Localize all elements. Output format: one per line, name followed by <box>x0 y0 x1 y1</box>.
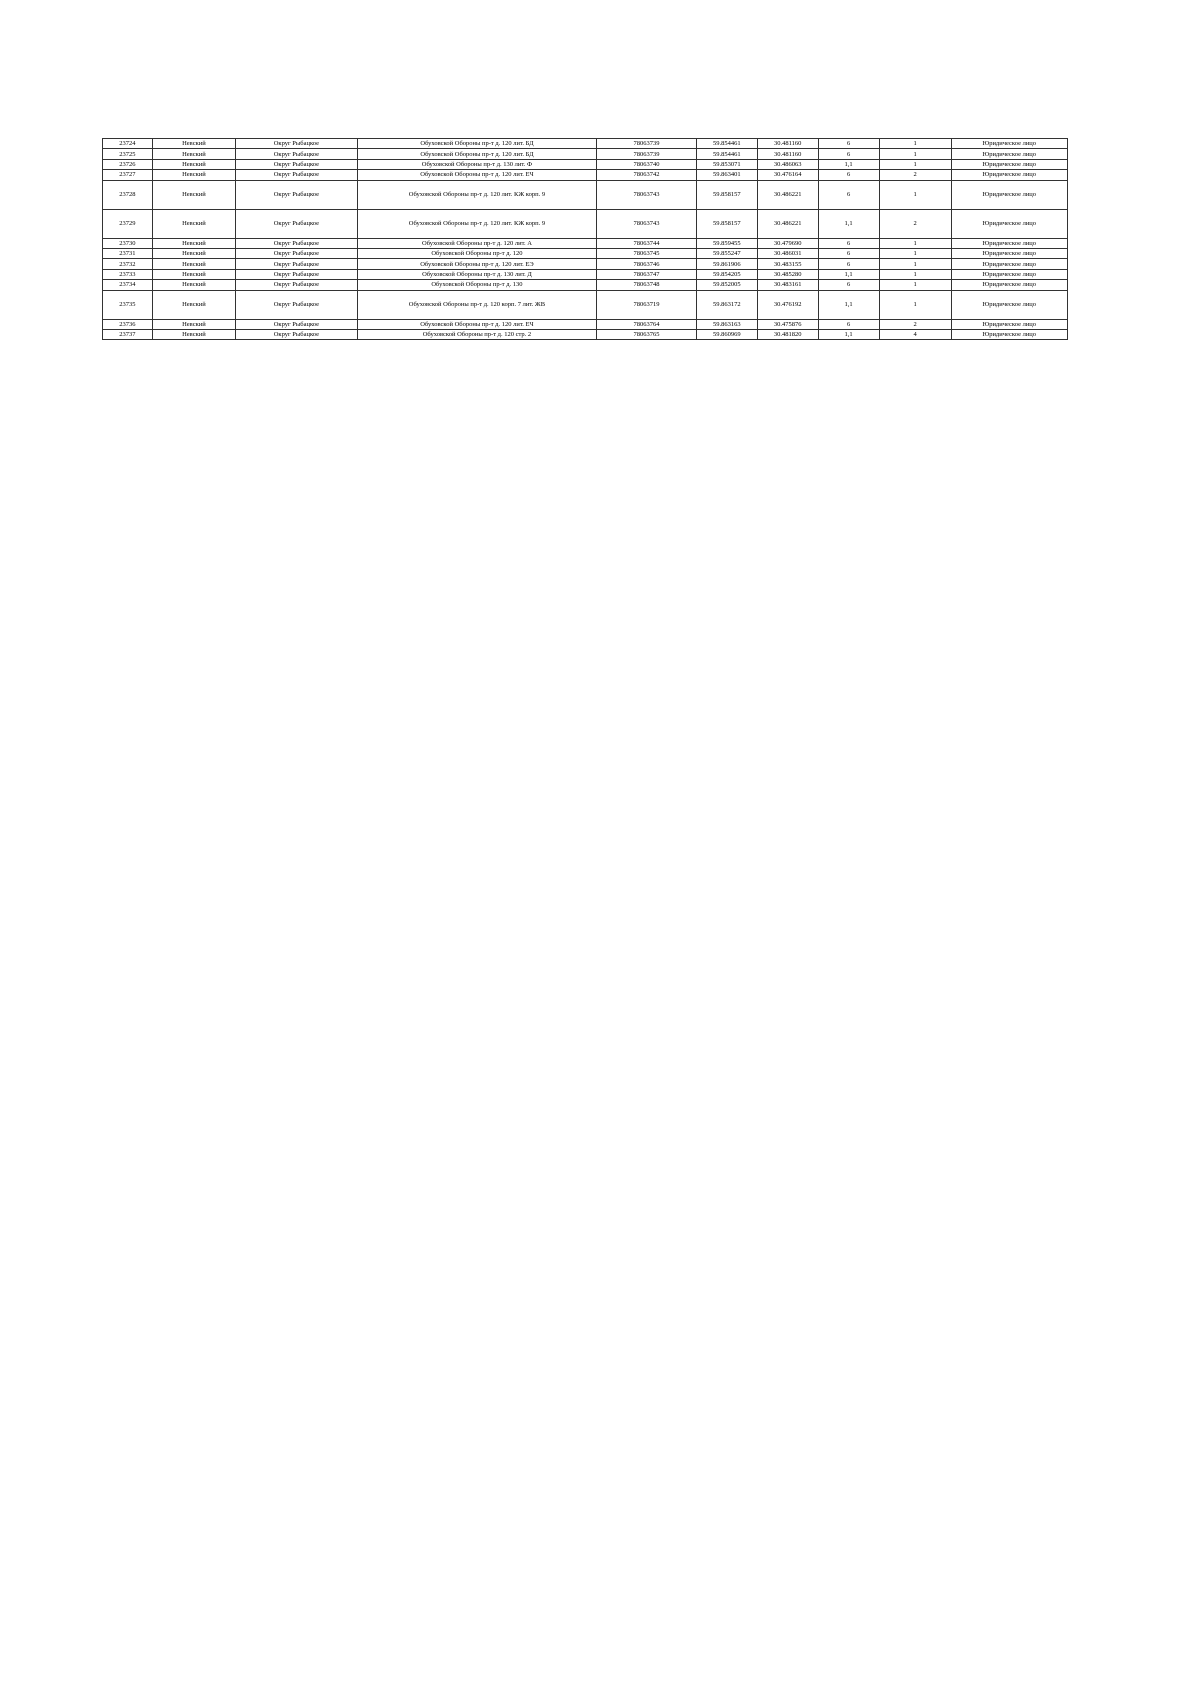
municipal-district-cell: Округ Рыбацкое <box>235 290 357 319</box>
object-code-cell: 78063739 <box>597 149 697 159</box>
district-cell: Невский <box>152 149 235 159</box>
count-cell: 2 <box>879 319 951 329</box>
row-number-cell: 23725 <box>103 149 153 159</box>
municipal-district-cell: Округ Рыбацкое <box>235 319 357 329</box>
table-row <box>103 238 1068 248</box>
district-cell: Невский <box>152 329 235 339</box>
longitude-cell: 30.475876 <box>757 319 818 329</box>
longitude-cell: 30.481160 <box>757 139 818 149</box>
municipal-district-cell: Округ Рыбацкое <box>235 180 357 209</box>
volume-cell: 6 <box>818 149 879 159</box>
count-cell: 1 <box>879 248 951 258</box>
count-cell: 1 <box>879 139 951 149</box>
count-cell: 2 <box>879 209 951 238</box>
volume-cell: 6 <box>818 170 879 180</box>
row-number-cell: 23730 <box>103 238 153 248</box>
address-cell: Обуховской Обороны пр-т д. 130 <box>357 280 596 290</box>
address-cell: Обуховской Обороны пр-т д. 120 корп. 7 лит. ЖВ <box>357 290 596 319</box>
row-number-cell: 23731 <box>103 248 153 258</box>
municipal-district-cell: Округ Рыбацкое <box>235 170 357 180</box>
address-cell: Обуховской Обороны пр-т д. 120 лит. ЕЧ <box>357 170 596 180</box>
address-cell: Обуховской Обороны пр-т д. 120 лит. КЖ корп. 9 <box>357 180 596 209</box>
longitude-cell: 30.486221 <box>757 209 818 238</box>
longitude-cell: 30.476164 <box>757 170 818 180</box>
municipal-district-cell: Округ Рыбацкое <box>235 280 357 290</box>
district-cell: Невский <box>152 259 235 269</box>
data-table <box>102 138 1068 340</box>
municipal-district-cell: Округ Рыбацкое <box>235 139 357 149</box>
object-code-cell: 78063739 <box>597 139 697 149</box>
district-cell: Невский <box>152 269 235 279</box>
district-cell: Невский <box>152 209 235 238</box>
count-cell: 1 <box>879 149 951 159</box>
volume-cell: 6 <box>818 180 879 209</box>
district-cell: Невский <box>152 248 235 258</box>
table-row <box>103 139 1068 149</box>
count-cell: 1 <box>879 259 951 269</box>
municipal-district-cell: Округ Рыбацкое <box>235 149 357 159</box>
latitude-cell: 59.854461 <box>696 139 757 149</box>
latitude-cell: 59.859455 <box>696 238 757 248</box>
object-code-cell: 78063745 <box>597 248 697 258</box>
owner-type-cell: Юридическое лицо <box>951 170 1067 180</box>
row-number-cell: 23737 <box>103 329 153 339</box>
table-row <box>103 259 1068 269</box>
owner-type-cell: Юридическое лицо <box>951 180 1067 209</box>
table-row <box>103 319 1068 329</box>
latitude-cell: 59.855247 <box>696 248 757 258</box>
table-row <box>103 290 1068 319</box>
object-code-cell: 78063747 <box>597 269 697 279</box>
table-row <box>103 269 1068 279</box>
latitude-cell: 59.858157 <box>696 209 757 238</box>
volume-cell: 1,1 <box>818 329 879 339</box>
row-number-cell: 23735 <box>103 290 153 319</box>
owner-type-cell: Юридическое лицо <box>951 280 1067 290</box>
row-number-cell: 23732 <box>103 259 153 269</box>
latitude-cell: 59.852005 <box>696 280 757 290</box>
longitude-cell: 30.483155 <box>757 259 818 269</box>
object-code-cell: 78063740 <box>597 159 697 169</box>
district-cell: Невский <box>152 238 235 248</box>
owner-type-cell: Юридическое лицо <box>951 248 1067 258</box>
address-cell: Обуховской Обороны пр-т д. 120 <box>357 248 596 258</box>
latitude-cell: 59.853071 <box>696 159 757 169</box>
table-row <box>103 209 1068 238</box>
latitude-cell: 59.854205 <box>696 269 757 279</box>
longitude-cell: 30.486031 <box>757 248 818 258</box>
address-cell: Обуховской Обороны пр-т д. 120 стр. 2 <box>357 329 596 339</box>
municipal-district-cell: Округ Рыбацкое <box>235 238 357 248</box>
volume-cell: 1,1 <box>818 269 879 279</box>
district-cell: Невский <box>152 319 235 329</box>
address-cell: Обуховской Обороны пр-т д. 120 лит. БД <box>357 139 596 149</box>
longitude-cell: 30.483161 <box>757 280 818 290</box>
latitude-cell: 59.861906 <box>696 259 757 269</box>
owner-type-cell: Юридическое лицо <box>951 290 1067 319</box>
district-cell: Невский <box>152 290 235 319</box>
latitude-cell: 59.863163 <box>696 319 757 329</box>
table-row <box>103 170 1068 180</box>
latitude-cell: 59.858157 <box>696 180 757 209</box>
row-number-cell: 23729 <box>103 209 153 238</box>
object-code-cell: 78063764 <box>597 319 697 329</box>
object-code-cell: 78063746 <box>597 259 697 269</box>
count-cell: 4 <box>879 329 951 339</box>
object-code-cell: 78063765 <box>597 329 697 339</box>
address-cell: Обуховской Обороны пр-т д. 120 лит. ЕЭ <box>357 259 596 269</box>
municipal-district-cell: Округ Рыбацкое <box>235 259 357 269</box>
object-code-cell: 78063742 <box>597 170 697 180</box>
row-number-cell: 23726 <box>103 159 153 169</box>
owner-type-cell: Юридическое лицо <box>951 319 1067 329</box>
municipal-district-cell: Округ Рыбацкое <box>235 269 357 279</box>
municipal-district-cell: Округ Рыбацкое <box>235 209 357 238</box>
row-number-cell: 23724 <box>103 139 153 149</box>
address-cell: Обуховской Обороны пр-т д. 120 лит. БД <box>357 149 596 159</box>
table-row <box>103 159 1068 169</box>
district-cell: Невский <box>152 159 235 169</box>
row-number-cell: 23736 <box>103 319 153 329</box>
owner-type-cell: Юридическое лицо <box>951 209 1067 238</box>
latitude-cell: 59.860969 <box>696 329 757 339</box>
count-cell: 1 <box>879 290 951 319</box>
volume-cell: 1,1 <box>818 290 879 319</box>
row-number-cell: 23734 <box>103 280 153 290</box>
longitude-cell: 30.479690 <box>757 238 818 248</box>
table-body <box>103 139 1068 340</box>
volume-cell: 1,1 <box>818 159 879 169</box>
longitude-cell: 30.476192 <box>757 290 818 319</box>
longitude-cell: 30.485280 <box>757 269 818 279</box>
table-row <box>103 180 1068 209</box>
owner-type-cell: Юридическое лицо <box>951 259 1067 269</box>
volume-cell: 6 <box>818 238 879 248</box>
volume-cell: 6 <box>818 248 879 258</box>
district-cell: Невский <box>152 139 235 149</box>
district-cell: Невский <box>152 280 235 290</box>
latitude-cell: 59.863172 <box>696 290 757 319</box>
object-code-cell: 78063743 <box>597 209 697 238</box>
count-cell: 2 <box>879 170 951 180</box>
municipal-district-cell: Округ Рыбацкое <box>235 248 357 258</box>
address-cell: Обуховской Обороны пр-т д. 120 лит. КЖ корп. 9 <box>357 209 596 238</box>
volume-cell: 1,1 <box>818 209 879 238</box>
longitude-cell: 30.481160 <box>757 149 818 159</box>
count-cell: 1 <box>879 280 951 290</box>
owner-type-cell: Юридическое лицо <box>951 159 1067 169</box>
count-cell: 1 <box>879 180 951 209</box>
municipal-district-cell: Округ Рыбацкое <box>235 159 357 169</box>
table-row <box>103 280 1068 290</box>
row-number-cell: 23728 <box>103 180 153 209</box>
address-cell: Обуховской Обороны пр-т д. 130 лит. Ф <box>357 159 596 169</box>
longitude-cell: 30.486063 <box>757 159 818 169</box>
volume-cell: 6 <box>818 259 879 269</box>
table-row <box>103 329 1068 339</box>
address-cell: Обуховской Обороны пр-т д. 130 лит. Д <box>357 269 596 279</box>
object-code-cell: 78063748 <box>597 280 697 290</box>
volume-cell: 6 <box>818 319 879 329</box>
address-cell: Обуховской Обороны пр-т д. 120 лит. А <box>357 238 596 248</box>
count-cell: 1 <box>879 238 951 248</box>
owner-type-cell: Юридическое лицо <box>951 329 1067 339</box>
longitude-cell: 30.486221 <box>757 180 818 209</box>
longitude-cell: 30.481820 <box>757 329 818 339</box>
volume-cell: 6 <box>818 139 879 149</box>
municipal-district-cell: Округ Рыбацкое <box>235 329 357 339</box>
owner-type-cell: Юридическое лицо <box>951 149 1067 159</box>
object-code-cell: 78063743 <box>597 180 697 209</box>
count-cell: 1 <box>879 159 951 169</box>
owner-type-cell: Юридическое лицо <box>951 238 1067 248</box>
owner-type-cell: Юридическое лицо <box>951 139 1067 149</box>
object-code-cell: 78063719 <box>597 290 697 319</box>
district-cell: Невский <box>152 170 235 180</box>
latitude-cell: 59.863401 <box>696 170 757 180</box>
row-number-cell: 23727 <box>103 170 153 180</box>
row-number-cell: 23733 <box>103 269 153 279</box>
table-row <box>103 149 1068 159</box>
district-cell: Невский <box>152 180 235 209</box>
volume-cell: 6 <box>818 280 879 290</box>
latitude-cell: 59.854461 <box>696 149 757 159</box>
table-row <box>103 248 1068 258</box>
address-cell: Обуховской Обороны пр-т д. 120 лит. ЕЧ <box>357 319 596 329</box>
object-code-cell: 78063744 <box>597 238 697 248</box>
count-cell: 1 <box>879 269 951 279</box>
owner-type-cell: Юридическое лицо <box>951 269 1067 279</box>
